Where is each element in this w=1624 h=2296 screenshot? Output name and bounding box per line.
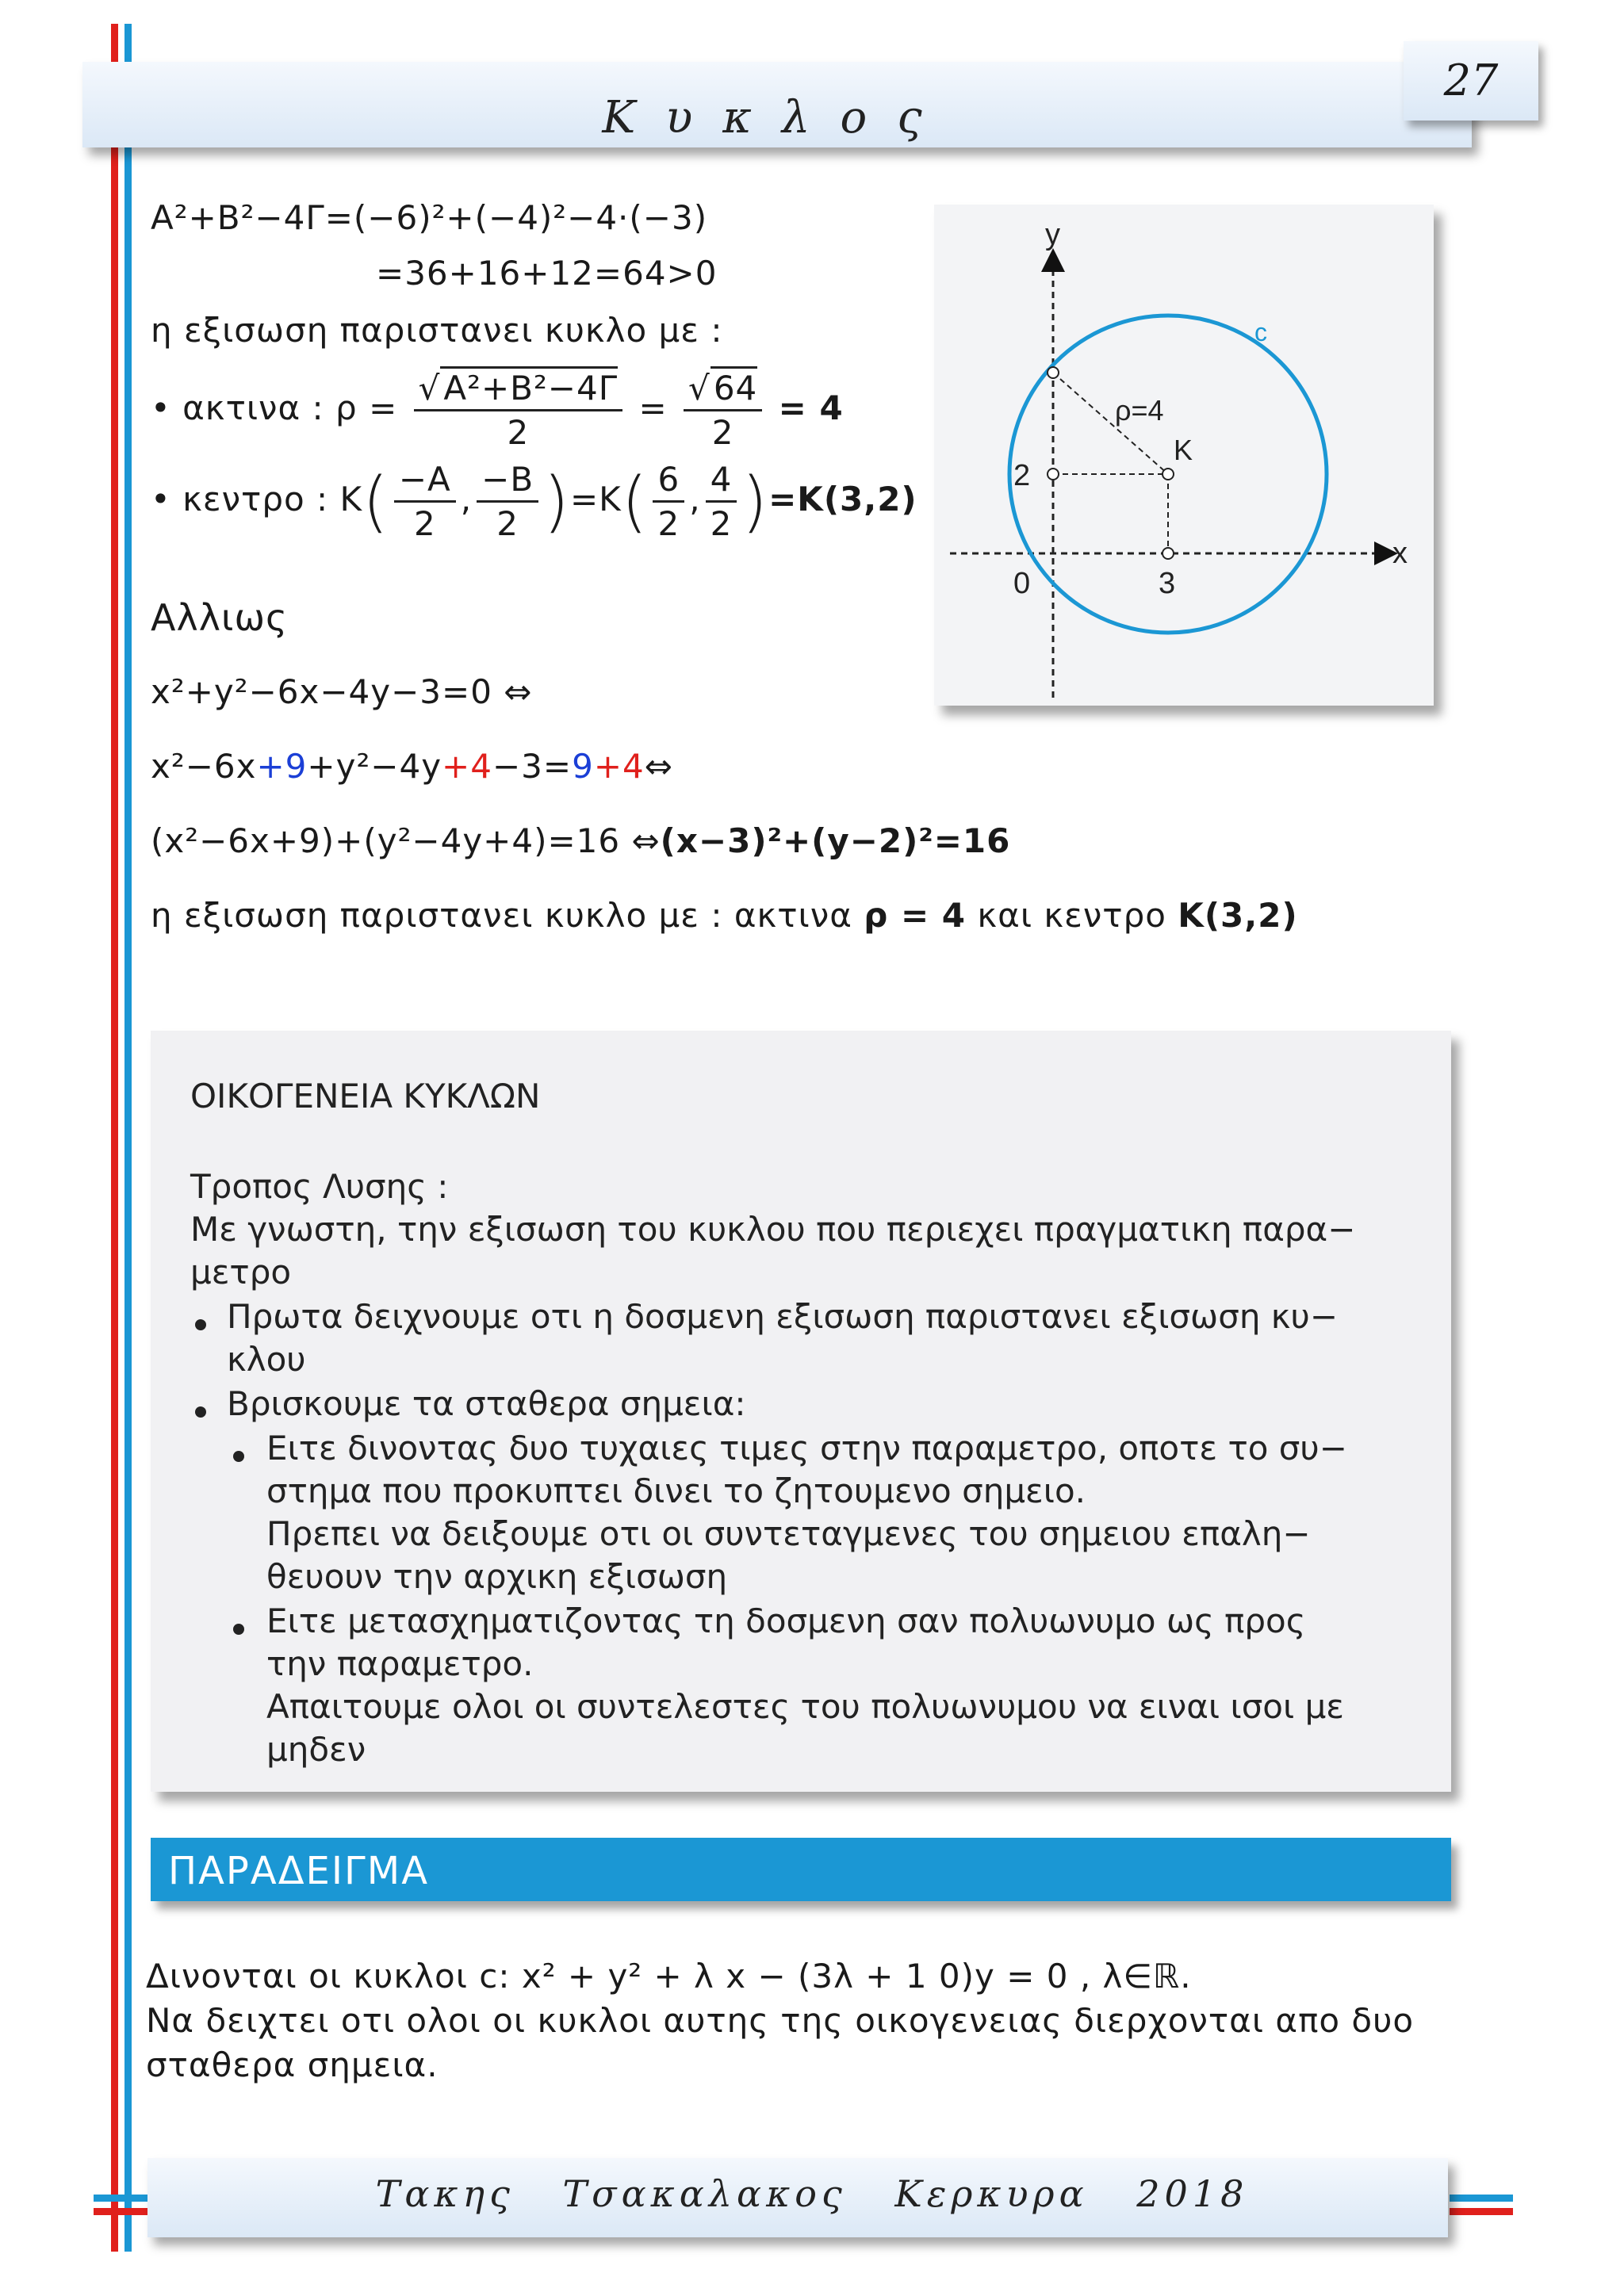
bullet-2 [195, 1406, 206, 1418]
conclusion: η εξισωση παριστανει κυκλο με : ακτινα ρ = 4 και κεντρο K(3,2) [151, 896, 1298, 935]
method-box [151, 1031, 1451, 1792]
calc-line-1: A²+B²−4Γ=(−6)²+(−4)²−4·(−3) [151, 198, 708, 237]
center-result: =K(3,2) [768, 480, 917, 519]
method-bullet-2a-2: στημα που προκυπτει δινει το ζητουμενο σημειο. [266, 1471, 1086, 1510]
bullet-2b [233, 1624, 244, 1635]
header-title: Κυκλος [602, 92, 952, 144]
circle-graph-svg [934, 205, 1434, 706]
method-subtitle: Τροπος Λυσης : [190, 1167, 449, 1206]
example-line-1: Δινονται οι κυκλοι c: x² + y² + λ x − (3λ + 1 0)y = 0 , λ∈ℝ. [146, 1957, 1192, 1996]
footer-text: Τακης Τσακαλακος Κερκυρα 2018 [375, 2172, 1249, 2215]
example-banner-label: ΠΑΡΑΔΕΙΓΜΑ [168, 1849, 430, 1893]
x-axis-label: x [1392, 537, 1408, 570]
center-label: • κεντρο : K [151, 480, 363, 519]
method-intro-1: Με γνωστη, την εξισωση του κυκλου που περιεχει πραγματικη παρα− [190, 1210, 1356, 1249]
method-bullet-2a-4: θευουν την αρχικη εξισωση [266, 1557, 728, 1596]
bullet-2a [233, 1451, 244, 1462]
radius-fraction-2: $\frac{√64}{2}$ [684, 369, 762, 452]
center-label: K [1174, 434, 1193, 466]
point-center [1162, 469, 1174, 480]
method-bullet-2b-1: Ειτε μετασχηματιζοντας τη δοσμενη σαν πολυωνυμο ως προς [266, 1601, 1306, 1640]
center-formula: • κεντρο : K( $\frac{-A}{2}$ , $\frac{-B}{2}$ )=K( $\frac{6}{2}$ , $\frac{4}{2}$ )=K(3,2) [151, 460, 917, 543]
page-number: 27 [1404, 41, 1538, 121]
radius-label: ρ=4 [1115, 394, 1164, 427]
method-bullet-2b-3: Απαιτουμε ολοι οι συντελεστες του πολυωνυμου να ειναι ισοι με [266, 1687, 1344, 1726]
x-tick-label: 3 [1159, 567, 1176, 600]
method-bullet-2a-3: Πρεπει να δειξουμε οτι οι συντεταγμενες του σημειου επαλη− [266, 1514, 1311, 1553]
alt-line-2: x²−6x+9+y²−4y+4−3=9+4⇔ [151, 747, 673, 786]
left-red-stripe [111, 24, 118, 2252]
header-bar [82, 62, 1472, 147]
method-bullet-2a-1: Ειτε δινοντας δυο τυχαιες τιμες στην παραμετρο, οποτε το συ− [266, 1429, 1347, 1468]
method-bullet-2: Βρισκουμε τα σταθερα σημεια: [227, 1384, 746, 1423]
radius-result: = 4 [778, 388, 844, 427]
radius-label: • ακτινα : ρ = [151, 388, 398, 427]
method-bullet-1a: Πρωτα δειχνουμε οτι η δοσμενη εξισωση παριστανει εξισωση κυ− [227, 1297, 1339, 1336]
alt-line-1: x²+y²−6x−4y−3=0 ⇔ [151, 672, 533, 711]
example-line-3: σταθερα σημεια. [146, 2045, 439, 2084]
origin-label: 0 [1013, 567, 1031, 600]
alt-heading: Αλλιως [151, 596, 288, 639]
point-top [1048, 367, 1059, 378]
bullet-1 [195, 1319, 206, 1330]
y-tick-label: 2 [1013, 459, 1031, 492]
method-bullet-2b-2: την παραμετρο. [266, 1644, 534, 1683]
alt-line-3: (x²−6x+9)+(y²−4y+4)=16 ⇔(x−3)²+(y−2)²=16 [151, 821, 1011, 860]
circle-graph [934, 205, 1434, 706]
radius-fraction: $\frac{\text{√A²+B²−4Γ}}{2}$ [414, 369, 623, 452]
method-bullet-2b-4: μηδεν [266, 1730, 366, 1769]
point-y2 [1048, 469, 1059, 480]
example-banner [151, 1838, 1451, 1901]
point-x3 [1162, 548, 1174, 559]
y-axis-label: y [1045, 218, 1060, 251]
radius-formula: • ακτινα : ρ = $\frac{\text{√A²+B²−4Γ}}{2}$ = $\frac{√64}{2}$ = 4 [151, 369, 844, 452]
calc-line-2: =36+16+12=64>0 [376, 254, 718, 293]
circle-label: c [1254, 318, 1267, 346]
method-intro-2: μετρο [190, 1253, 292, 1292]
method-title: ΟΙΚΟΓΕΝΕΙΑ ΚΥΚΛΩΝ [190, 1077, 541, 1115]
statement: η εξισωση παριστανει κυκλο με : [151, 311, 723, 350]
left-blue-stripe [124, 24, 132, 2252]
example-line-2: Να δειχτει οτι ολοι οι κυκλοι αυτης της οικογενειας διερχονται απο δυο [146, 2001, 1415, 2040]
method-bullet-1b: κλου [227, 1340, 306, 1379]
